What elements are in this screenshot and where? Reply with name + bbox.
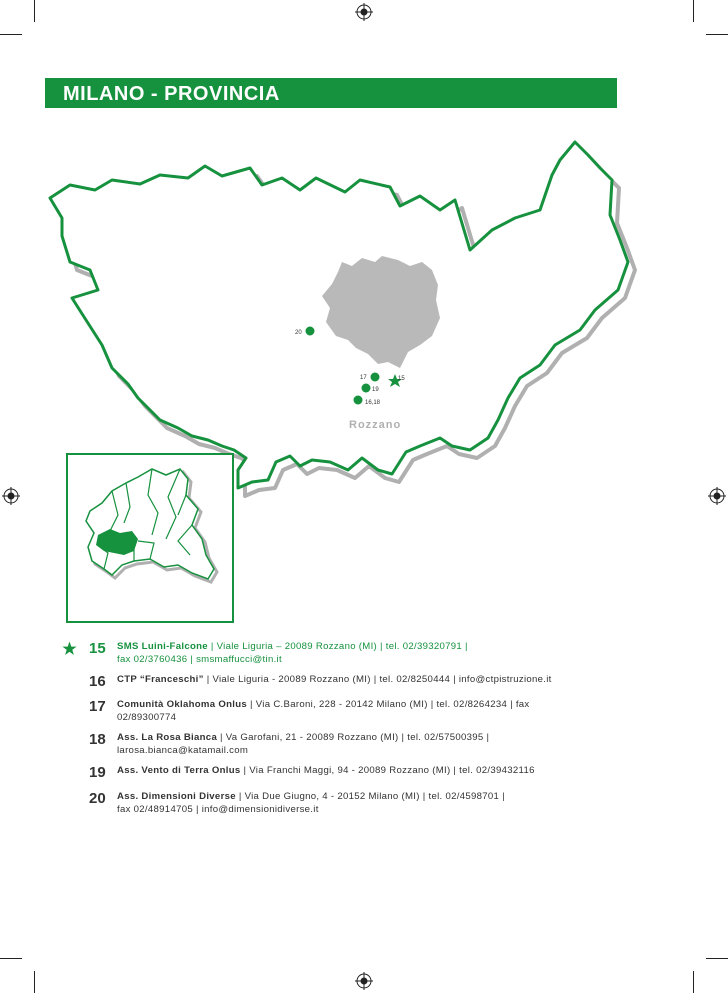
crop-mark bbox=[34, 971, 35, 993]
entry-name: Comunità Oklahoma Onlus bbox=[117, 699, 248, 710]
entry-details: | Via C.Baroni, 228 - 20142 Milano (MI) | tel. 02/8264234 | fax bbox=[247, 699, 530, 710]
crop-mark bbox=[693, 0, 694, 22]
entry-details-cont: 02/89300774 bbox=[117, 711, 177, 723]
entry-text bbox=[117, 791, 607, 816]
lombardy-map bbox=[68, 455, 232, 621]
entry-details: | Va Garofani, 21 - 20089 Rozzano (MI) | tel. 02/57500395 | bbox=[217, 732, 490, 743]
crop-mark bbox=[0, 958, 22, 959]
marker-label-20: 20 bbox=[295, 330, 302, 336]
entry-details: | Viale Liguria – 20089 Rozzano (MI) | tel. 02/39320791 | bbox=[207, 641, 468, 652]
entry-details: | Viale Liguria - 20089 Rozzano (MI) | tel. 02/8250444 | info@ctpistruzione.it bbox=[203, 674, 552, 685]
entry-text bbox=[117, 641, 607, 666]
marker-label-16-18: 16,18 bbox=[365, 400, 381, 406]
marker-label-17: 17 bbox=[360, 375, 367, 381]
marker-dot-17 bbox=[371, 373, 380, 382]
entry-details: | Via Due Giugno, 4 - 20152 Milano (MI) | tel. 02/4598701 | bbox=[235, 791, 505, 802]
entry-number: 18 bbox=[89, 731, 106, 748]
entry-number: 20 bbox=[89, 790, 106, 807]
marker-label-19: 19 bbox=[372, 387, 379, 393]
entry-number: 19 bbox=[89, 764, 106, 781]
province-map bbox=[0, 130, 728, 500]
entry-details-cont: larosa.bianca@katamail.com bbox=[117, 744, 249, 756]
entry-number: 16 bbox=[89, 673, 106, 690]
entry-name: SMS Luini-Falcone bbox=[117, 641, 208, 652]
section-banner bbox=[45, 78, 617, 108]
entry-details-cont: fax 02/48914705 | info@dimensionidiverse.it bbox=[117, 803, 319, 815]
entry-text bbox=[117, 732, 607, 757]
crop-mark bbox=[693, 971, 694, 993]
entry-text bbox=[117, 699, 607, 724]
entry-name: Ass. Dimensioni Diverse bbox=[117, 791, 236, 802]
crop-mark bbox=[0, 34, 22, 35]
city-label-rozzano: Rozzano bbox=[349, 419, 402, 431]
entry-name: Ass. La Rosa Bianca bbox=[117, 732, 218, 743]
marker-dot-16-18 bbox=[354, 396, 363, 405]
entry-number: 15 bbox=[89, 640, 106, 657]
entry-text bbox=[117, 765, 607, 778]
marker-dot-19 bbox=[362, 384, 371, 393]
star-icon bbox=[62, 641, 77, 656]
registration-mark-icon bbox=[355, 3, 373, 21]
entry-name: CTP “Franceschi” bbox=[117, 674, 204, 685]
marker-dot-20 bbox=[306, 327, 315, 336]
entry-name: Ass. Vento di Terra Onlus bbox=[117, 765, 241, 776]
crop-mark bbox=[706, 34, 728, 35]
marker-label-15: 15 bbox=[398, 376, 405, 382]
entry-text bbox=[117, 674, 607, 687]
registration-mark-icon bbox=[355, 972, 373, 990]
region-inset-map bbox=[66, 453, 234, 623]
entry-details-cont: fax 02/3760436 | smsmaffucci@tin.it bbox=[117, 653, 282, 665]
entry-number: 17 bbox=[89, 698, 106, 715]
page-title: MILANO - PROVINCIA bbox=[63, 83, 280, 105]
entry-details: | Via Franchi Maggi, 94 - 20089 Rozzano (MI) | tel. 02/39432116 bbox=[240, 765, 535, 776]
crop-mark bbox=[34, 0, 35, 22]
crop-mark bbox=[706, 958, 728, 959]
